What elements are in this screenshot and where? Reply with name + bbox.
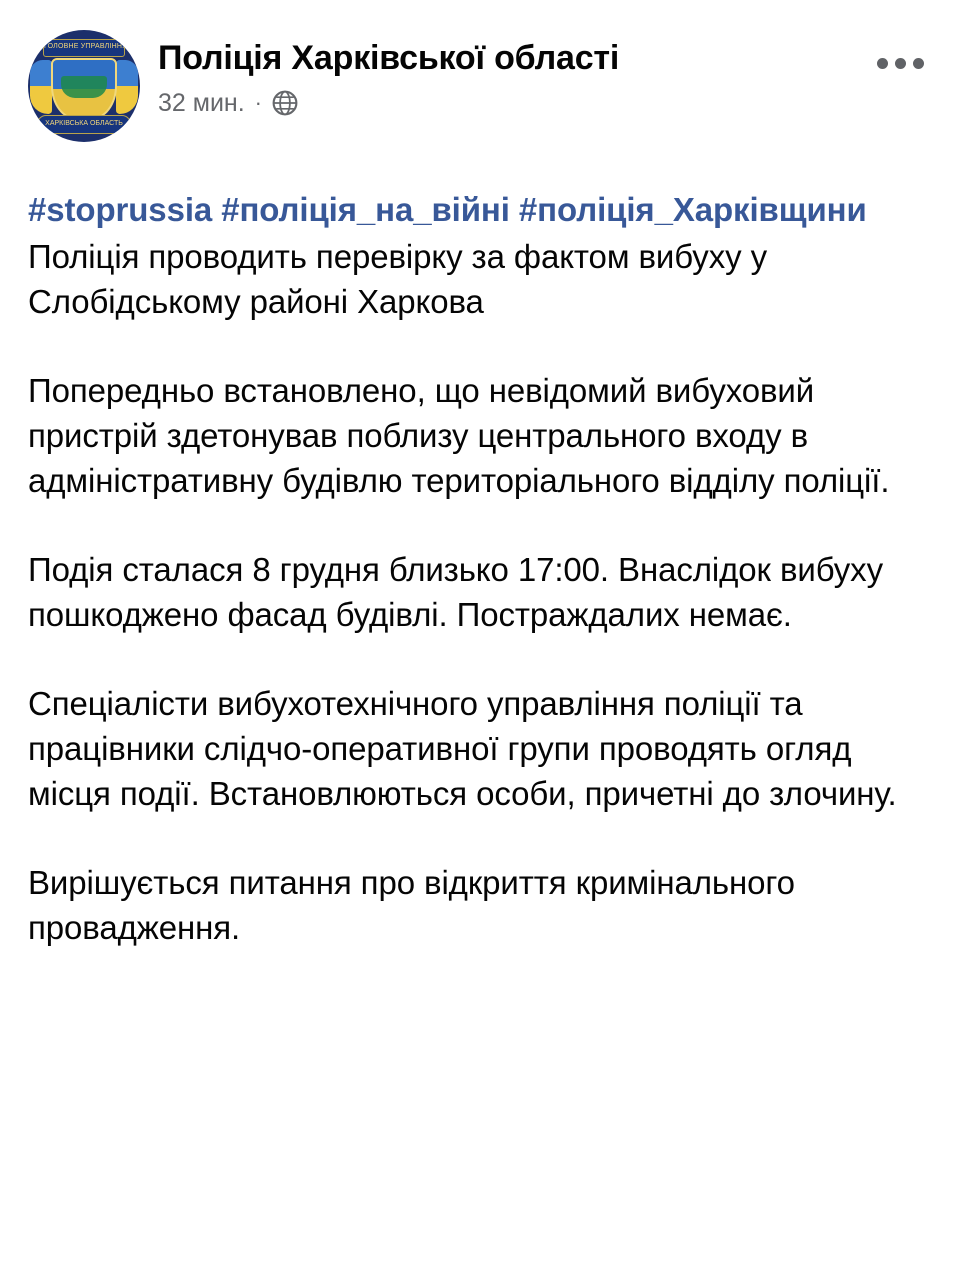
post-paragraph: Вирішується питання про відкриття кримінального провадження. (28, 864, 795, 946)
avatar-shield-icon (51, 58, 117, 120)
avatar-top-band (43, 39, 128, 57)
avatar-top-band-text: ГОЛОВНЕ УПРАВЛІННЯ (44, 43, 128, 50)
post-meta (158, 88, 619, 118)
hashtag-stoprussia[interactable]: #stoprussia (28, 191, 213, 228)
avatar-ribbon (37, 115, 131, 134)
avatar[interactable] (28, 30, 140, 142)
globe-icon[interactable] (272, 90, 298, 116)
more-dot-icon (913, 58, 924, 69)
meta-separator: · (254, 90, 262, 115)
post-body (28, 188, 938, 950)
avatar-wing-right-icon (116, 60, 138, 114)
post-paragraph: Поліція проводить перевірку за фактом вибуху у Слобідському районі Харкова (28, 238, 767, 320)
post-timestamp[interactable]: 32 мин. (158, 89, 245, 117)
avatar-wing-left-icon (30, 60, 52, 114)
avatar-ribbon-text: ХАРКІВСЬКА ОБЛАСТЬ (45, 120, 123, 127)
post-header (28, 30, 938, 142)
post-paragraph: Подія сталася 8 грудня близько 17:00. Внаслідок вибуху пошкоджено фасад будівлі. Постраждалих немає. (28, 551, 883, 633)
hashtag-policia-na-viyni[interactable]: #поліція_на_війні (221, 191, 510, 228)
post-paragraph: Попередньо встановлено, що невідомий вибуховий пристрій здетонував поблизу центрального входу в адміністративну будівлю територіального відділу поліції. (28, 372, 890, 499)
post-paragraph: Спеціалісти вибухотехнічного управління поліції та працівники слідчо-оперативної групи проводять огляд місця події. Встановлюються особи, причетні до злочину. (28, 685, 897, 812)
more-dot-icon (877, 58, 888, 69)
more-dot-icon (895, 58, 906, 69)
hashtag-list (28, 188, 938, 232)
hashtag-policia-kharkivshchyny[interactable]: #поліція_Харківщини (518, 191, 867, 228)
post-header-text (158, 30, 619, 118)
more-options-button[interactable] (869, 50, 932, 77)
page-name[interactable]: Поліція Харківської області (158, 39, 620, 77)
